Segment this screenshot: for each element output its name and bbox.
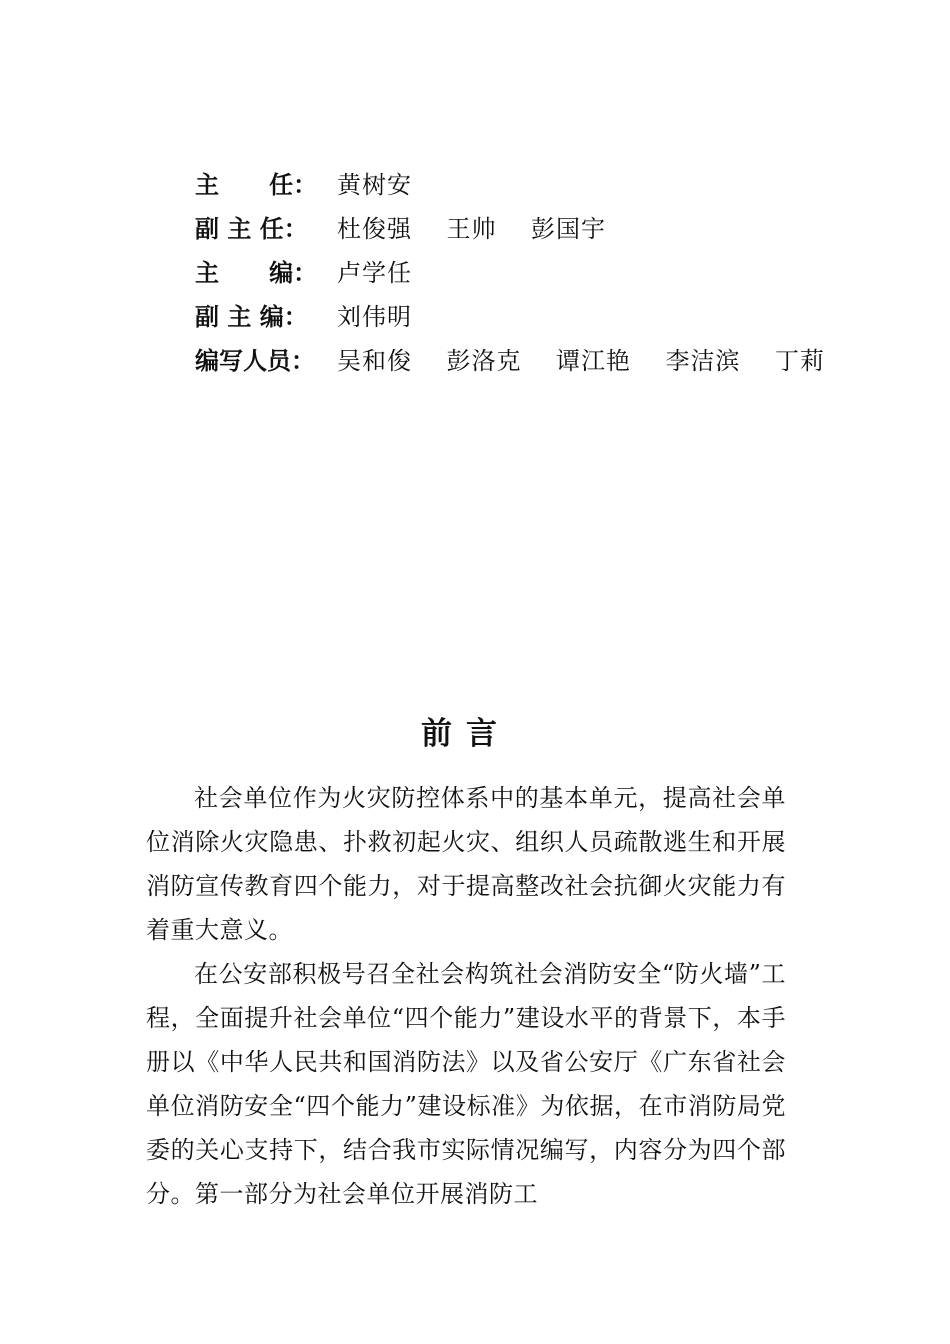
preface-paragraph: 在公安部积极号召全社会构筑社会消防安全“防火墙”工程，全面提升社会单位“四个能力”建设水平的背景下，本手册以《中华人民共和国消防法》以及省公安厅《广东省社会单位消防安全“四个能力”建设标准》为依据，在市消防局党委的关心支持下，结合我市实际情况编写，内容分为四个部分。第一部分为社会单位开展消防工: [146, 960, 786, 1208]
credit-role: 副 主 任：: [195, 214, 308, 243]
credit-role: 副 主 编：: [195, 302, 308, 331]
credit-role: 主 任：: [195, 170, 318, 199]
preface-section: [146, 714, 786, 1216]
credit-role: 主 编：: [195, 258, 318, 287]
credit-row-writers: [195, 336, 825, 380]
credit-row-director: [195, 160, 825, 204]
credit-names: 黄树安: [337, 170, 412, 199]
credit-row-chief-editor: [195, 248, 825, 292]
credit-names: 刘伟明: [337, 302, 412, 331]
credit-names: 吴和俊 彭洛克 谭江艳 李洁滨 丁莉: [337, 346, 826, 375]
preface-paragraph: 社会单位作为火灾防控体系中的基本单元，提高社会单位消除火灾隐患、扑救初起火灾、组织人员疏散逃生和开展消防宣传教育四个能力，对于提高整改社会抗御火灾能力有着重大意义。: [146, 784, 786, 944]
editorial-credits: [195, 160, 825, 380]
credit-row-deputy-editor: [195, 292, 825, 336]
credit-names: 卢学任: [337, 258, 412, 287]
credit-row-deputy-director: [195, 204, 825, 248]
credit-role: 编写人员：: [195, 346, 315, 375]
preface-title: 前言: [421, 716, 511, 752]
credit-names: 杜俊强 王帅 彭国宇: [337, 214, 607, 243]
